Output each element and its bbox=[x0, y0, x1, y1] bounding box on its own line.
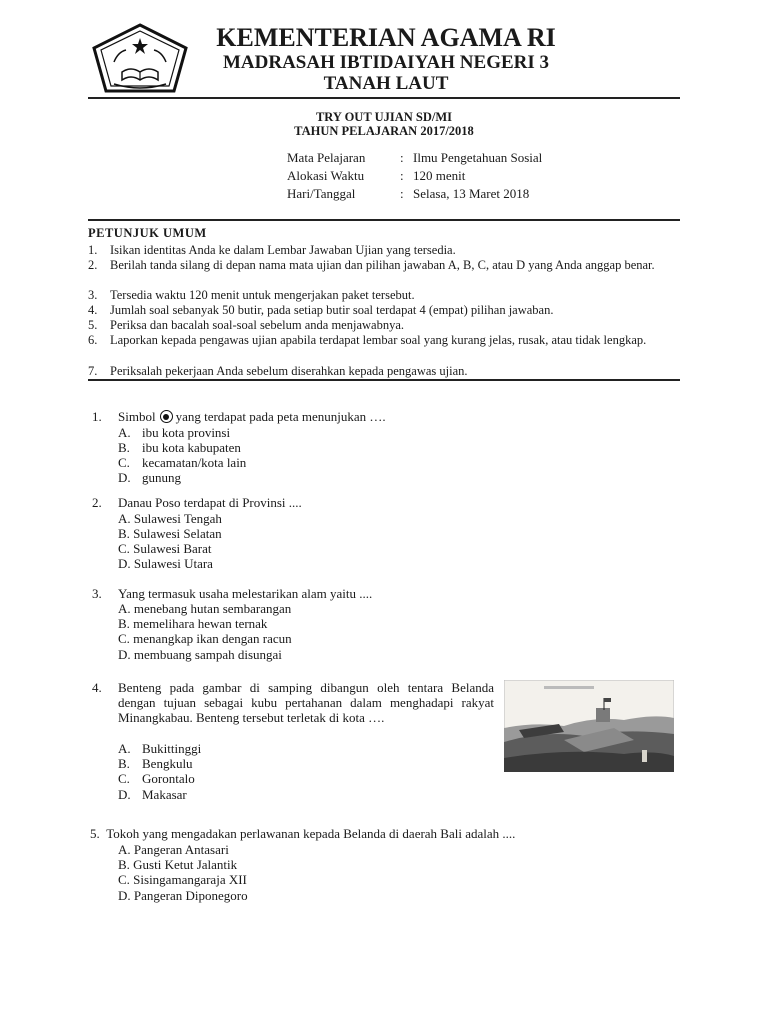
instruction-text: Periksa dan bacalah soal-soal sebelum anda menjawabnya. bbox=[110, 318, 404, 332]
instruction-number: 4. bbox=[88, 303, 98, 317]
option-text: ibu kota provinsi bbox=[142, 425, 231, 440]
answer-option: C. Sulawesi Barat bbox=[118, 541, 212, 556]
instruction-text: Tersedia waktu 120 menit untuk mengerjakan paket tersebut. bbox=[110, 288, 415, 302]
header-divider bbox=[88, 97, 680, 99]
instructions-top-divider bbox=[88, 219, 680, 221]
question-number: 4. bbox=[92, 680, 102, 695]
option-letter: B. bbox=[118, 756, 130, 771]
option-letter: A. bbox=[118, 425, 131, 440]
instruction-number: 1. bbox=[88, 243, 98, 257]
instruction-item bbox=[88, 243, 676, 257]
instructions-title: PETUNJUK UMUM bbox=[88, 226, 207, 240]
option-text: Bukittinggi bbox=[142, 741, 202, 756]
instruction-number: 2. bbox=[88, 258, 98, 272]
info-label: Mata Pelajaran bbox=[287, 150, 366, 165]
question-number: 2. bbox=[92, 495, 102, 510]
option-text: Gorontalo bbox=[142, 771, 195, 786]
info-label: Hari/Tanggal bbox=[287, 186, 356, 201]
ministry-title: KEMENTERIAN AGAMA RI bbox=[216, 23, 556, 52]
answer-option: A. Pangeran Antasari bbox=[118, 842, 229, 857]
question-body: Tokoh yang mengadakan perlawanan kepada Belanda di daerah Bali adalah .... bbox=[106, 826, 516, 841]
instruction-number: 5. bbox=[88, 318, 98, 332]
question-text-part: Simbol bbox=[118, 409, 156, 424]
question-text bbox=[90, 826, 515, 841]
info-value: Ilmu Pengetahuan Sosial bbox=[413, 150, 543, 165]
instruction-text: Periksalah pekerjaan Anda sebelum diserahkan kepada pengawas ujian. bbox=[110, 364, 468, 378]
answer-option bbox=[118, 771, 195, 786]
answer-option bbox=[118, 756, 193, 771]
option-text: Makasar bbox=[142, 787, 187, 802]
answer-option bbox=[118, 425, 230, 440]
instruction-text: Jumlah soal sebanyak 50 butir, pada setiap butir soal terdapat 4 (empat) pilihan jawaban. bbox=[110, 303, 554, 317]
answer-option: C. Sisingamangaraja XII bbox=[118, 872, 247, 887]
option-text: gunung bbox=[142, 470, 181, 485]
info-label: Alokasi Waktu bbox=[287, 168, 365, 183]
question-text-part: yang terdapat pada peta menunjukan …. bbox=[175, 409, 386, 424]
answer-option: A. menebang hutan sembarangan bbox=[118, 601, 292, 616]
info-value: 120 menit bbox=[413, 168, 466, 183]
exam-title: TRY OUT UJIAN SD/MI bbox=[315, 110, 453, 124]
instruction-text: Laporkan kepada pengawas ujian apabila terdapat lembar soal yang kurang jelas, rusak, atau tidak lengkap. bbox=[110, 333, 647, 347]
answer-option bbox=[118, 787, 187, 802]
instruction-item bbox=[88, 318, 676, 332]
school-name: MADRASAH IBTIDAIYAH NEGERI 3 bbox=[222, 52, 550, 73]
option-letter: D. bbox=[118, 470, 131, 485]
answer-option: B. memelihara hewan ternak bbox=[118, 616, 268, 631]
option-text: kecamatan/kota lain bbox=[142, 455, 247, 470]
school-location: TANAH LAUT bbox=[323, 73, 449, 94]
option-letter: C. bbox=[118, 771, 130, 786]
instruction-number: 7. bbox=[88, 364, 98, 378]
instruction-item bbox=[88, 288, 676, 302]
answer-option: D. Sulawesi Utara bbox=[118, 556, 213, 571]
answer-option bbox=[118, 470, 181, 485]
answer-option bbox=[118, 440, 241, 455]
answer-option: D. membuang sampah disungai bbox=[118, 647, 282, 662]
answer-option: C. menangkap ikan dengan racun bbox=[118, 631, 292, 646]
instruction-item bbox=[88, 333, 676, 347]
instruction-text: Berilah tanda silang di depan nama mata ujian dan pilihan jawaban A, B, C, atau D yang Anda anggap benar. bbox=[110, 258, 655, 272]
question-number: 5. bbox=[90, 826, 100, 841]
info-colon: : bbox=[400, 168, 404, 183]
instruction-item bbox=[88, 364, 676, 378]
instruction-text: Isikan identitas Anda ke dalam Lembar Jawaban Ujian yang tersedia. bbox=[110, 243, 456, 257]
info-colon: : bbox=[400, 150, 404, 165]
answer-option: B. Sulawesi Selatan bbox=[118, 526, 222, 541]
fort-illustration bbox=[504, 680, 674, 772]
option-text: Bengkulu bbox=[142, 756, 193, 771]
kemenag-logo bbox=[88, 22, 192, 94]
exam-year: TAHUN PELAJARAN 2017/2018 bbox=[294, 124, 474, 138]
option-letter: D. bbox=[118, 787, 131, 802]
question-text: Danau Poso terdapat di Provinsi .... bbox=[118, 495, 302, 510]
capital-symbol-icon bbox=[160, 410, 173, 423]
instruction-number: 6. bbox=[88, 333, 98, 347]
answer-option bbox=[118, 741, 201, 756]
info-colon: : bbox=[400, 186, 404, 201]
question-text: Benteng pada gambar di samping dibangun oleh tentara Belanda dengan tujuan sebagai kubu pertahanan dalam menghadapi rakyat Minangkabau. Benteng tersebut terletak di kota …. bbox=[118, 680, 494, 725]
answer-option: A. Sulawesi Tengah bbox=[118, 511, 222, 526]
option-letter: C. bbox=[118, 455, 130, 470]
option-text: ibu kota kabupaten bbox=[142, 440, 241, 455]
question-text bbox=[118, 409, 386, 424]
question-number: 1. bbox=[92, 409, 102, 424]
option-letter: B. bbox=[118, 440, 130, 455]
answer-option: B. Gusti Ketut Jalantik bbox=[118, 857, 238, 872]
instruction-number: 3. bbox=[88, 288, 98, 302]
option-letter: A. bbox=[118, 741, 131, 756]
instruction-item bbox=[88, 258, 676, 272]
answer-option bbox=[118, 455, 246, 470]
question-text: Yang termasuk usaha melestarikan alam yaitu .... bbox=[118, 586, 373, 601]
question-number: 3. bbox=[92, 586, 102, 601]
info-value: Selasa, 13 Maret 2018 bbox=[413, 186, 530, 201]
instructions-bottom-divider bbox=[88, 379, 680, 381]
answer-option: D. Pangeran Diponegoro bbox=[118, 888, 248, 903]
instruction-item bbox=[88, 303, 676, 317]
